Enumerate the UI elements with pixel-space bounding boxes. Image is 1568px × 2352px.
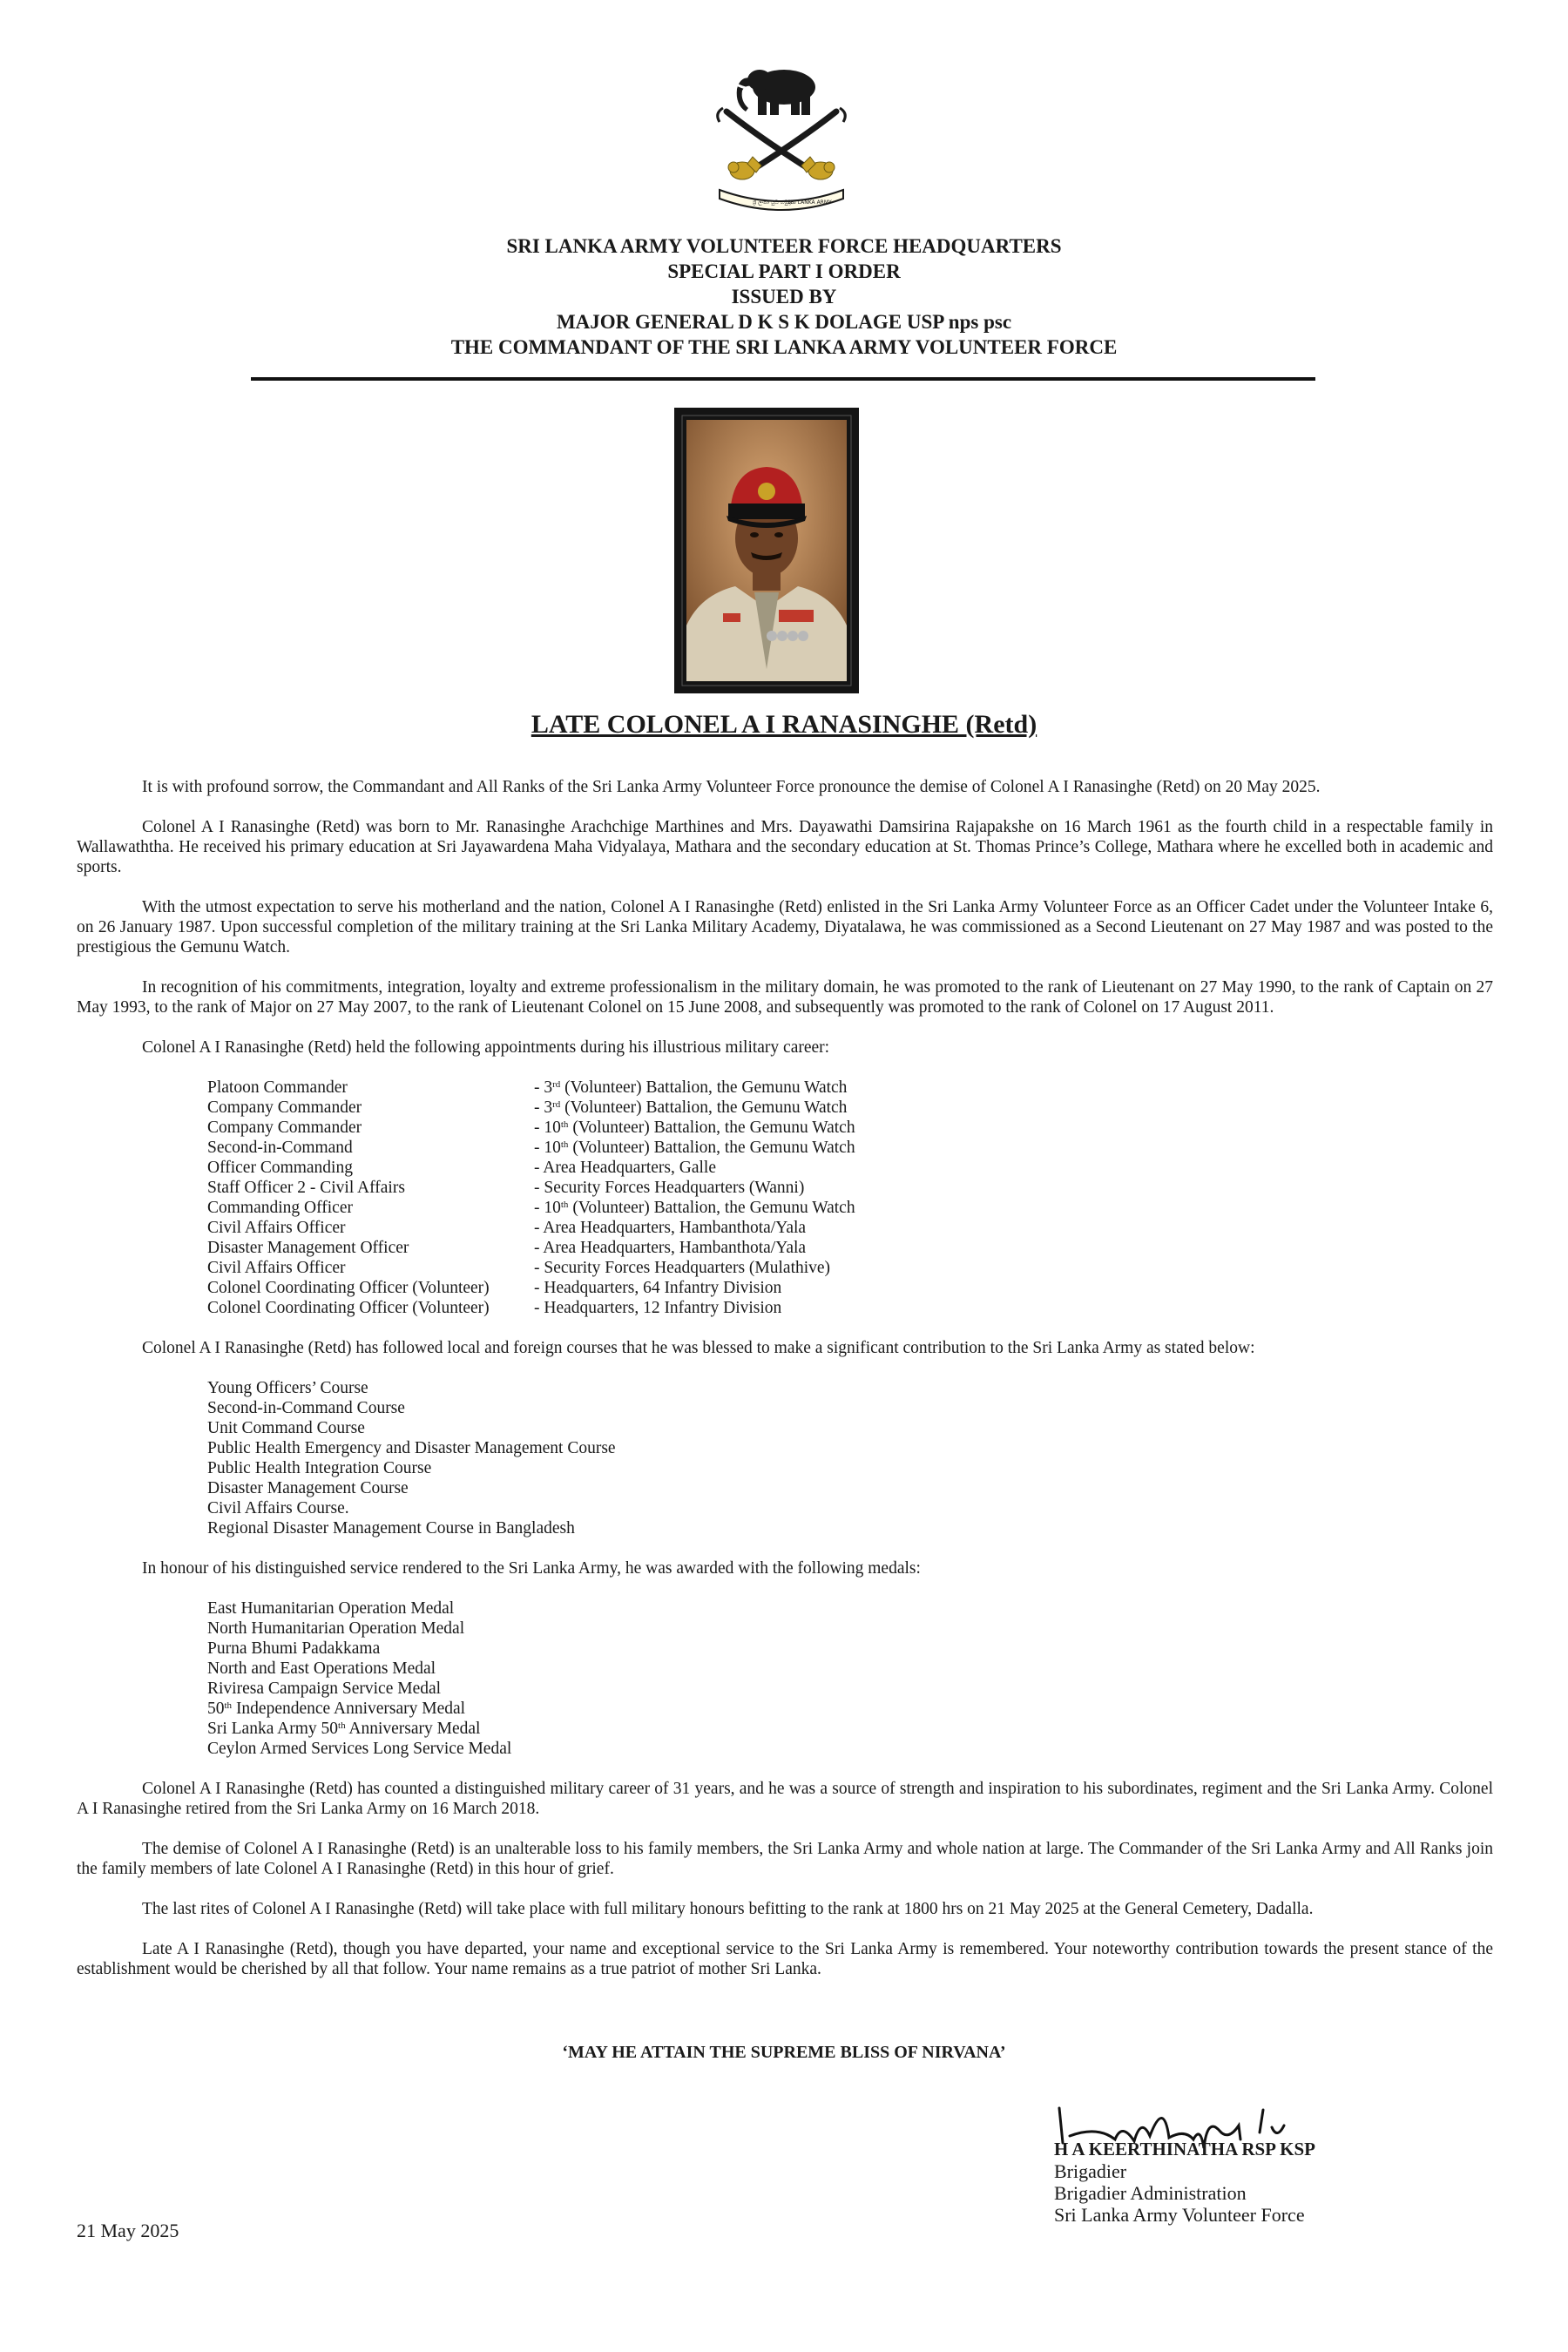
paragraph-1: It is with profound sorrow, the Commandant and All Ranks of the Sri Lanka Army Volunteer Force pronounce the demise of Colonel A I Ranasinghe (Retd) on 20 May 2025. — [142, 778, 1321, 796]
army-emblem-icon — [707, 59, 855, 214]
medal-text: 50 — [207, 1700, 225, 1718]
course-item: Second-in-Command Course — [207, 1399, 405, 1417]
appointment-unit-text: - 3 — [534, 1098, 553, 1117]
course-item: Unit Command Course — [207, 1419, 365, 1437]
appointment-unit — [534, 1078, 855, 1098]
header-divider — [251, 377, 1315, 381]
signatory-title: Brigadier Administration — [1054, 2182, 1247, 2204]
portrait-photo-icon — [674, 408, 859, 693]
appointment-row — [207, 1138, 855, 1158]
paragraph-6: Colonel A I Ranasinghe (Retd) has followed local and foreign courses that he was blessed to make a significant contribution to the Sri Lanka Army as stated below: — [142, 1339, 1255, 1357]
paragraph-2: Colonel A I Ranasinghe (Retd) was born to Mr. Ranasinghe Arachchige Marthines and Mrs. Dayawathi Damsirina Rajapakshe on 16 March 1961 as the fourth child in a respectable family in Wallawaththa. He received his primary education at Sri Jayawardena Maha Vidyalaya, Mathara and the secondary education at St. Thomas Prince’s College, Mathara where he excelled both in academic and sports. — [77, 818, 1493, 876]
appointments-table — [207, 1078, 855, 1318]
course-item: Public Health Emergency and Disaster Management Course — [207, 1439, 616, 1457]
appointment-unit-text: (Volunteer) Battalion, the Gemunu Watch — [568, 1199, 855, 1217]
appointment-row — [207, 1218, 855, 1238]
appointment-unit-text: (Volunteer) Battalion, the Gemunu Watch — [568, 1119, 855, 1137]
header-line-2: SPECIAL PART I ORDER — [667, 260, 901, 282]
appointment-unit-text: - Headquarters, 64 Infantry Division — [534, 1279, 782, 1297]
medals-list — [207, 1598, 1493, 1759]
appointment-unit-text: - 3 — [534, 1078, 553, 1097]
appointment-unit-text: - Area Headquarters, Hambanthota/Yala — [534, 1219, 807, 1237]
appointment-unit-text: - 10 — [534, 1119, 561, 1137]
appointment-unit — [534, 1178, 855, 1198]
ordinal-suffix: th — [224, 1700, 233, 1711]
order-header — [0, 233, 1568, 360]
appointment-unit — [534, 1138, 855, 1158]
appointment-role: Company Commander — [207, 1098, 362, 1117]
medal-text: North and East Operations Medal — [207, 1659, 436, 1678]
appointment-unit — [534, 1298, 855, 1318]
appointment-row — [207, 1078, 855, 1098]
appointment-role: Commanding Officer — [207, 1199, 353, 1217]
paragraph-4: In recognition of his commitments, integration, loyalty and extreme professionalism in the military domain, he was promoted to the rank of Lieutenant on 27 May 1990, to the rank of Captain on 27 May 1993, to the rank of Major on 27 May 2007, to the rank of Lieutenant Colonel on 15 June 2008, and subsequently was promoted to the rank of Colonel on 17 August 2011. — [77, 978, 1493, 1017]
course-item: Disaster Management Course — [207, 1479, 409, 1497]
appointment-unit — [534, 1218, 855, 1238]
course-item: Regional Disaster Management Course in Bangladesh — [207, 1519, 575, 1538]
appointment-unit — [534, 1158, 855, 1178]
appointment-unit — [534, 1258, 855, 1278]
medal-text: East Humanitarian Operation Medal — [207, 1599, 455, 1618]
medal-item — [207, 1639, 1493, 1659]
paragraph-9: The demise of Colonel A I Ranasinghe (Retd) is an unalterable loss to his family members, the Sri Lanka Army and whole nation at large. The Commander of the Sri Lanka Army and All Ranks join the family members of late Colonel A I Ranasinghe (Retd) in this hour of grief. — [77, 1840, 1493, 1878]
header-line-5: THE COMMANDANT OF THE SRI LANKA ARMY VOLUNTEER FORCE — [450, 336, 1118, 358]
appointment-unit-text: - 10 — [534, 1199, 561, 1217]
appointment-unit — [534, 1238, 855, 1258]
order-body — [77, 777, 1493, 1999]
paragraph-10: The last rites of Colonel A I Ranasinghe (Retd) will take place with full military honours befitting to the rank at 1800 hrs on 21 May 2025 at the General Cemetery, Dadalla. — [142, 1900, 1314, 1918]
paragraph-3: With the utmost expectation to serve his motherland and the nation, Colonel A I Ranasinghe (Retd) enlisted in the Sri Lanka Army Volunteer Force as an Officer Cadet under the Volunteer Intake 6, on 26 January 1987. Upon successful completion of the military training at the Sri Lanka Military Academy, Diyatalawa, he was commissioned as a Second Lieutenant on 27 May 1987 and was posted to the prestigious the Gemunu Watch. — [77, 898, 1493, 956]
appointment-role: Civil Affairs Officer — [207, 1219, 346, 1237]
appointment-role: Colonel Coordinating Officer (Volunteer) — [207, 1299, 490, 1317]
appointment-unit — [534, 1198, 855, 1218]
emblem-scroll-left: ශ්‍රී ලංකා යුධ හමුදාව — [753, 199, 794, 206]
appointment-row — [207, 1198, 855, 1218]
appointment-row — [207, 1298, 855, 1318]
appointment-unit-text: - Area Headquarters, Galle — [534, 1159, 716, 1177]
appointment-role: Civil Affairs Officer — [207, 1259, 346, 1277]
medal-item — [207, 1739, 1493, 1759]
medal-text: North Humanitarian Operation Medal — [207, 1619, 465, 1638]
medal-item — [207, 1659, 1493, 1679]
signature-block — [1054, 2139, 1315, 2226]
appointment-unit — [534, 1118, 855, 1138]
medal-text: Riviresa Campaign Service Medal — [207, 1680, 442, 1698]
medal-text: Ceylon Armed Services Long Service Medal — [207, 1740, 512, 1758]
medal-item — [207, 1598, 1493, 1619]
appointment-unit-text: (Volunteer) Battalion, the Gemunu Watch — [568, 1139, 855, 1157]
medal-text: Purna Bhumi Padakkama — [207, 1639, 381, 1658]
appointment-unit-text: (Volunteer) Battalion, the Gemunu Watch — [560, 1098, 848, 1117]
appointment-row — [207, 1278, 855, 1298]
appointment-row — [207, 1098, 855, 1118]
paragraph-7: In honour of his distinguished service rendered to the Sri Lanka Army, he was awarded with the following medals: — [142, 1559, 921, 1578]
header-line-4: MAJOR GENERAL D K S K DOLAGE USP nps psc — [556, 311, 1012, 333]
issue-date: 21 May 2025 — [77, 2220, 179, 2241]
ordinal-suffix: th — [560, 1119, 569, 1130]
appointment-unit-text: - Area Headquarters, Hambanthota/Yala — [534, 1239, 807, 1257]
appointment-row — [207, 1238, 855, 1258]
appointment-row — [207, 1158, 855, 1178]
appointment-row — [207, 1118, 855, 1138]
course-item: Civil Affairs Course. — [207, 1499, 349, 1517]
ordinal-suffix: rd — [552, 1079, 561, 1090]
medal-text: Anniversary Medal — [345, 1720, 481, 1738]
appointment-role: Officer Commanding — [207, 1159, 353, 1177]
paragraph-8: Colonel A I Ranasinghe (Retd) has counted a distinguished military career of 31 years, and he was a source of strength and inspiration to his subordinates, regiment and the Sri Lanka Army. Colonel A I Ranasinghe retired from the Sri Lanka Army on 16 March 2018. — [77, 1780, 1493, 1818]
signatory-rank: Brigadier — [1054, 2160, 1127, 2182]
appointment-row — [207, 1178, 855, 1198]
medal-item — [207, 1619, 1493, 1639]
course-item: Young Officers’ Course — [207, 1379, 368, 1397]
medal-text: Independence Anniversary Medal — [232, 1700, 466, 1718]
medal-item — [207, 1679, 1493, 1699]
header-line-1: SRI LANKA ARMY VOLUNTEER FORCE HEADQUARTERS — [506, 235, 1062, 257]
appointment-role: Second-in-Command — [207, 1139, 353, 1157]
appointment-role: Colonel Coordinating Officer (Volunteer) — [207, 1279, 490, 1297]
paragraph-5: Colonel A I Ranasinghe (Retd) held the following appointments during his illustrious military career: — [142, 1038, 830, 1057]
ordinal-suffix: th — [338, 1720, 346, 1731]
closing-blessing: ‘MAY HE ATTAIN THE SUPREME BLISS OF NIRVANA’ — [562, 2043, 1006, 2062]
courses-list — [207, 1378, 1493, 1538]
emblem-scroll-right: SRI LANKA ARMY — [787, 199, 832, 206]
ordinal-suffix: th — [560, 1139, 569, 1150]
medal-item — [207, 1719, 1493, 1739]
appointment-unit-text: - Headquarters, 12 Infantry Division — [534, 1299, 782, 1317]
appointment-role: Staff Officer 2 - Civil Affairs — [207, 1179, 405, 1197]
page-title: LATE COLONEL A I RANASINGHE (Retd) — [531, 710, 1037, 739]
appointment-role: Disaster Management Officer — [207, 1239, 409, 1257]
signatory-name: H A KEERTHINATHA RSP KSP — [1054, 2139, 1315, 2159]
paragraph-11: Late A I Ranasinghe (Retd), though you have departed, your name and exceptional service to the Sri Lanka Army is remembered. Your noteworthy contribution towards the present stance of the establishment would be cherished by all that follow. Your name remains as a true patriot of mother Sri Lanka. — [77, 1940, 1493, 1978]
appointment-unit — [534, 1098, 855, 1118]
signatory-unit: Sri Lanka Army Volunteer Force — [1054, 2204, 1305, 2226]
appointment-unit-text: - Security Forces Headquarters (Wanni) — [534, 1179, 805, 1197]
appointment-row — [207, 1258, 855, 1278]
appointment-unit-text: - Security Forces Headquarters (Mulathive) — [534, 1259, 831, 1277]
appointment-unit — [534, 1278, 855, 1298]
header-line-3: ISSUED BY — [731, 286, 837, 308]
course-item: Public Health Integration Course — [207, 1459, 432, 1477]
appointment-unit-text: - 10 — [534, 1139, 561, 1157]
ordinal-suffix: th — [560, 1200, 569, 1210]
appointment-role: Company Commander — [207, 1119, 362, 1137]
appointment-role: Platoon Commander — [207, 1078, 348, 1097]
medal-item — [207, 1699, 1493, 1719]
appointment-unit-text: (Volunteer) Battalion, the Gemunu Watch — [560, 1078, 848, 1097]
ordinal-suffix: rd — [552, 1099, 561, 1110]
medal-text: Sri Lanka Army 50 — [207, 1720, 339, 1738]
